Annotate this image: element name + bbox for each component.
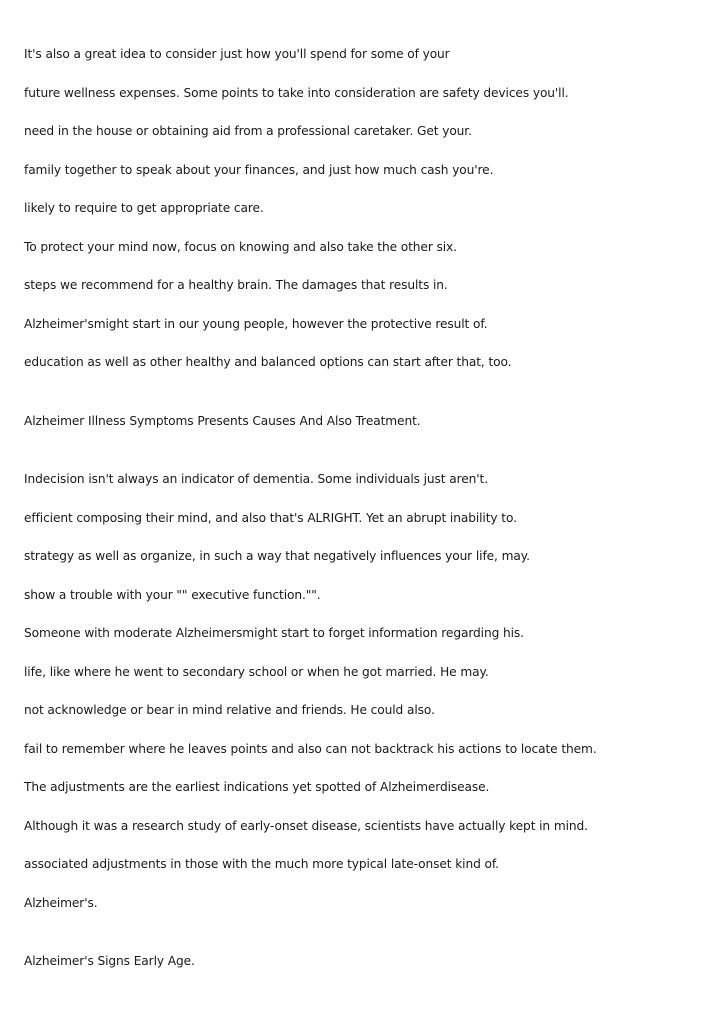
text-line: Although it was a research study of early-onset disease, scientists have actually kept in mind. (24, 819, 588, 833)
text-line: likely to require to get appropriate care. (24, 201, 264, 215)
text-line: Someone with moderate Alzheimersmight start to forget information regarding his. (24, 626, 524, 640)
text-line: efficient composing their mind, and also that's ALRIGHT. Yet an abrupt inability to. (24, 511, 517, 525)
text-line: strategy as well as organize, in such a way that negatively influences your life, may. (24, 549, 530, 563)
text-line: It's also a great idea to consider just how you'll spend for some of your (24, 47, 450, 61)
text-line: need in the house or obtaining aid from a professional caretaker. Get your. (24, 124, 472, 138)
text-line: family together to speak about your finances, and just how much cash you're. (24, 163, 494, 177)
text-line: steps we recommend for a healthy brain. The damages that results in. (24, 278, 448, 292)
text-line: Indecision isn't always an indicator of dementia. Some individuals just aren't. (24, 472, 488, 486)
text-line: To protect your mind now, focus on knowing and also take the other six. (24, 240, 457, 254)
text-line: The adjustments are the earliest indications yet spotted of Alzheimerdisease. (24, 780, 490, 794)
text-line: future wellness expenses. Some points to take into consideration are safety devices you'll. (24, 86, 569, 100)
text-line: Alzheimer's. (24, 896, 98, 910)
text-line: show a trouble with your "" executive function."". (24, 588, 321, 602)
text-line: not acknowledge or bear in mind relative and friends. He could also. (24, 703, 435, 717)
section-heading: Alzheimer's Signs Early Age. (24, 954, 195, 968)
text-line: Alzheimer'smight start in our young people, however the protective result of. (24, 317, 488, 331)
text-line: fail to remember where he leaves points and also can not backtrack his actions to locate them. (24, 742, 597, 756)
text-line: associated adjustments in those with the much more typical late-onset kind of. (24, 857, 499, 871)
text-line: education as well as other healthy and balanced options can start after that, too. (24, 355, 512, 369)
section-heading: Alzheimer Illness Symptoms Presents Causes And Also Treatment. (24, 414, 421, 428)
text-line: life, like where he went to secondary school or when he got married. He may. (24, 665, 489, 679)
